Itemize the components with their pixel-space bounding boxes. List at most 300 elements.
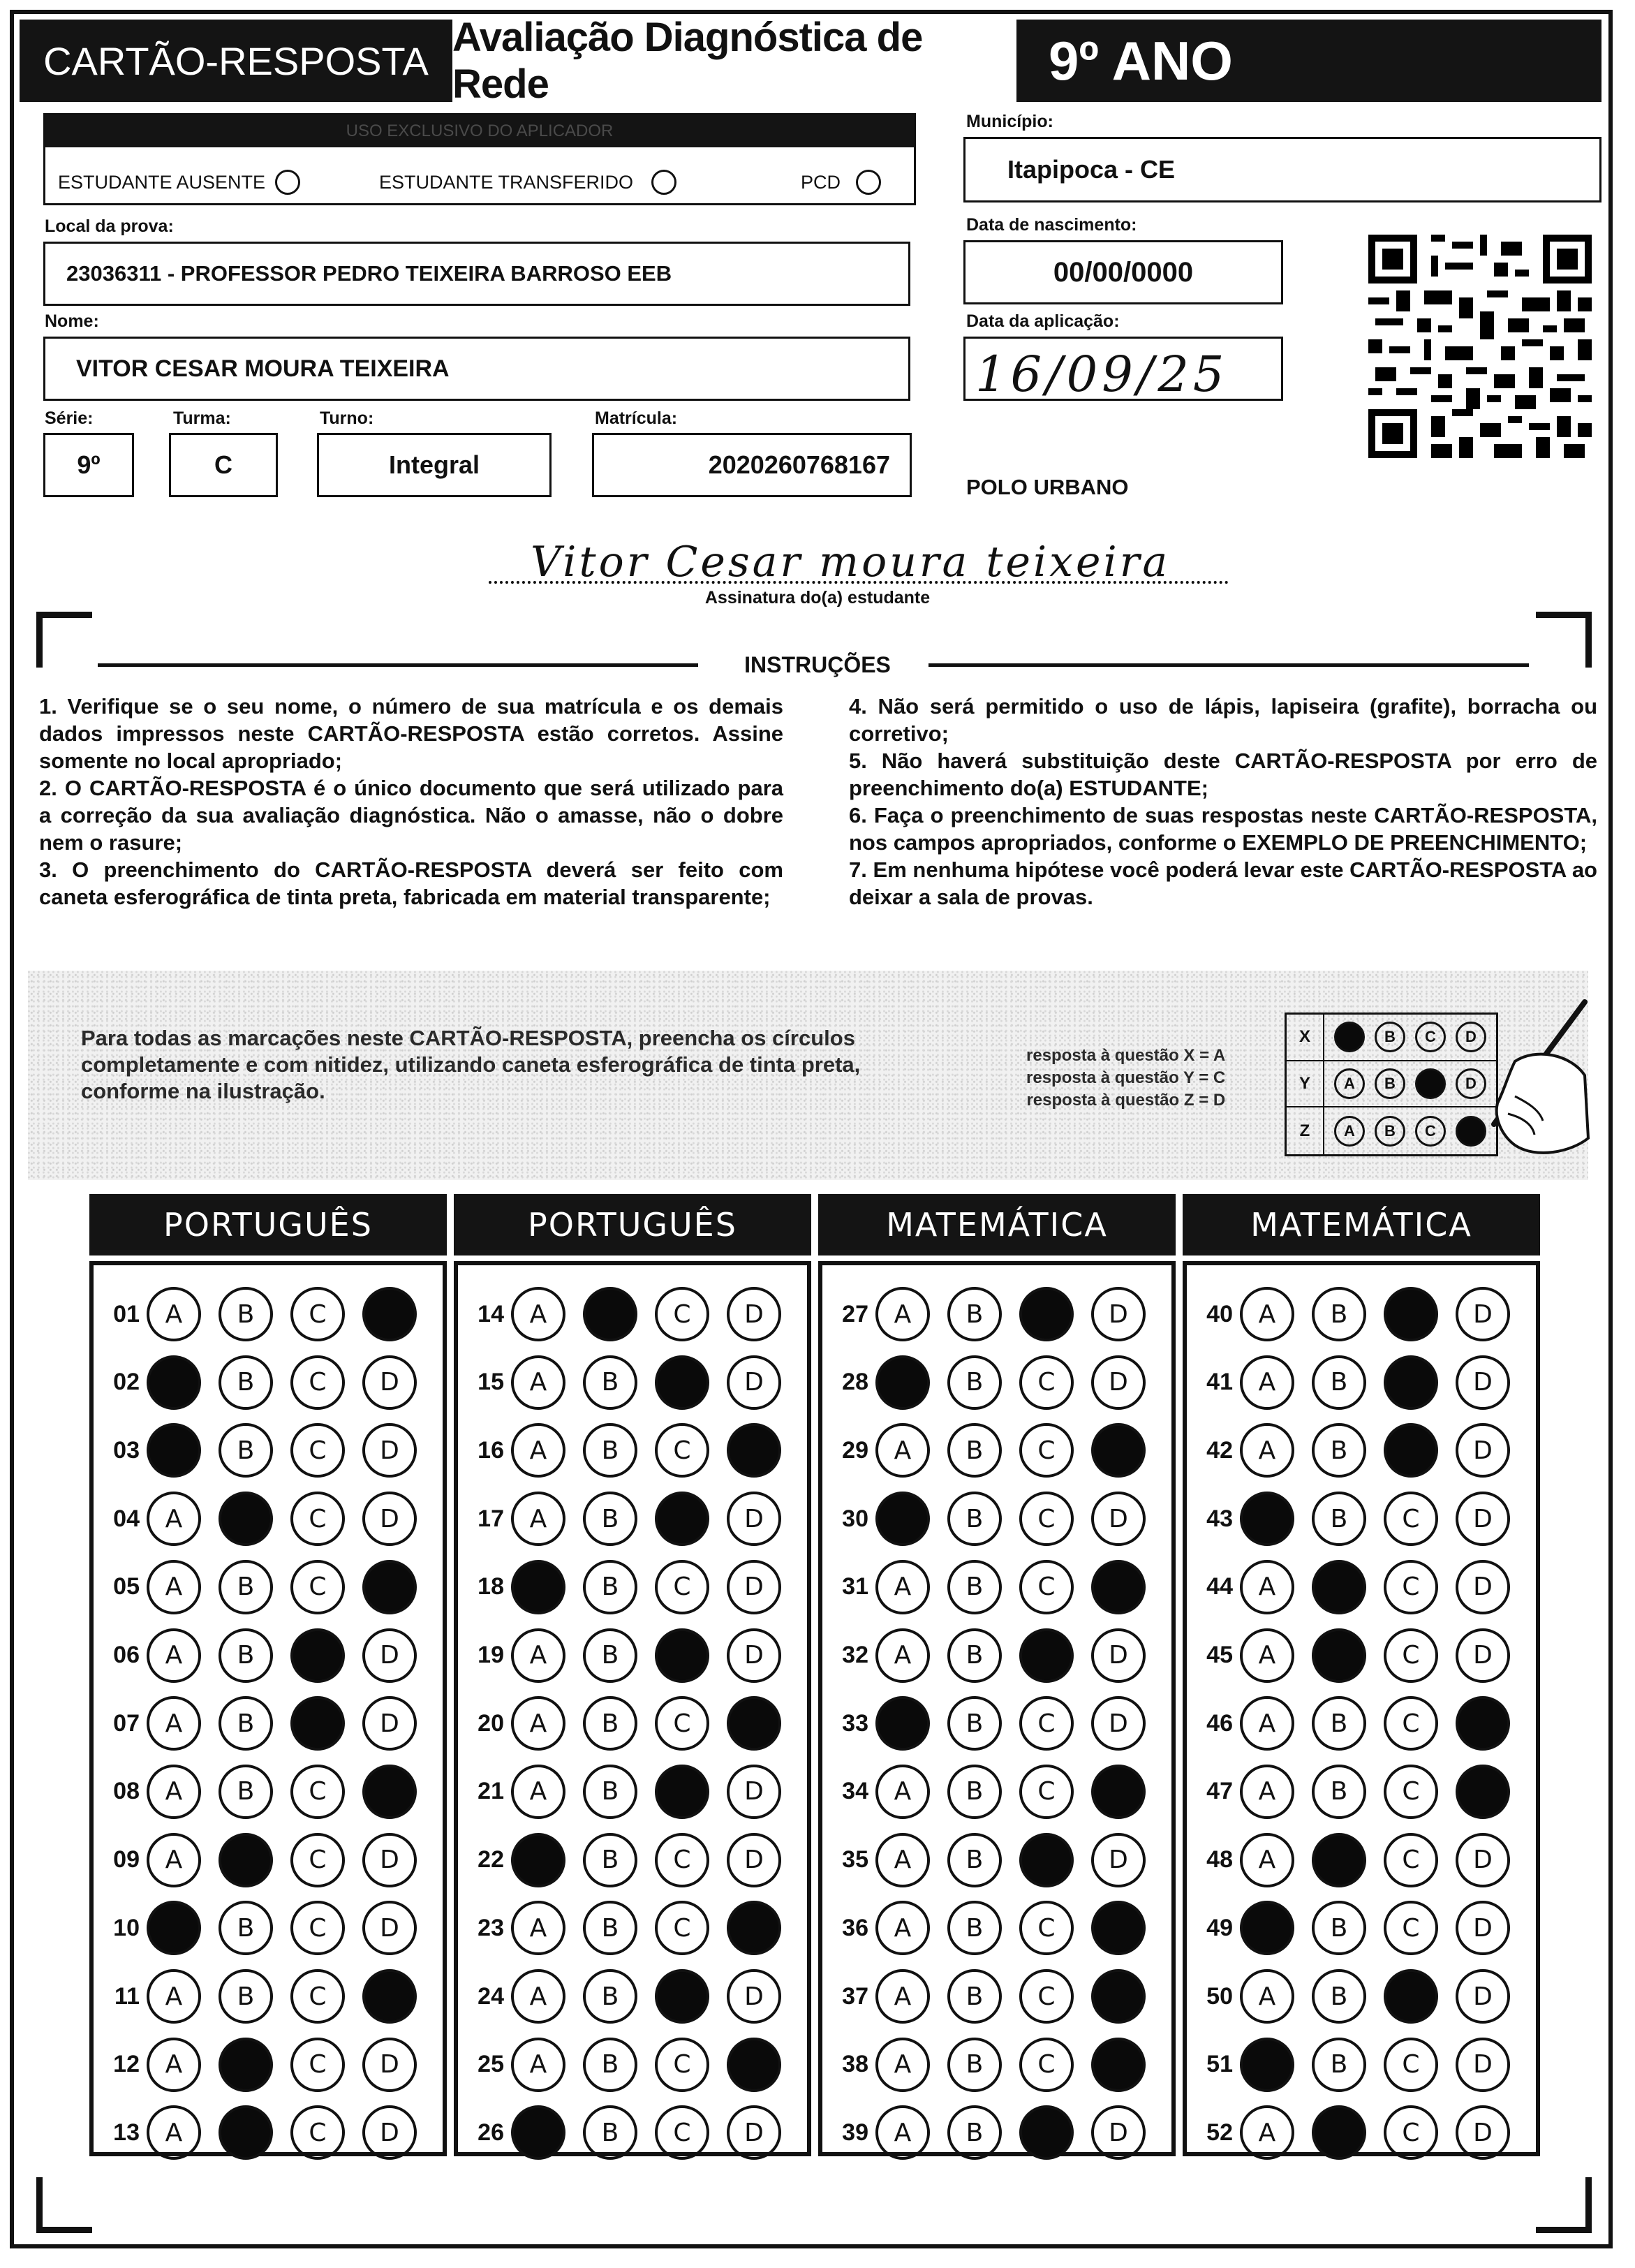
answer-column-2 — [454, 1261, 811, 2156]
answer-bubble-45-a[interactable]: A — [1240, 1628, 1294, 1683]
answer-bubble-22-a[interactable] — [511, 1833, 565, 1887]
answer-bubble-17-a[interactable]: A — [511, 1492, 565, 1546]
answer-bubble-07-d[interactable]: D — [362, 1696, 417, 1751]
nascimento-value: 00/00/0000 — [1053, 256, 1194, 288]
signature-line[interactable] — [489, 538, 1229, 587]
answer-bubble-06-c[interactable] — [290, 1628, 345, 1683]
question-row-25 — [458, 2037, 781, 2093]
answer-bubble-25-b[interactable]: B — [583, 2038, 637, 2092]
answer-bubble-29-b[interactable]: B — [947, 1423, 1002, 1478]
instruction-5: 5. Não haverá substituição deste CARTÃO-RESPOSTA por erro de preenchimento do(a) ESTUDANTE; — [849, 749, 1597, 800]
answer-bubble-12-c[interactable]: C — [290, 2038, 345, 2092]
answer-bubble-32-d[interactable]: D — [1091, 1628, 1146, 1683]
answer-bubble-49-a[interactable] — [1240, 1901, 1294, 1955]
answer-bubble-37-b[interactable]: B — [947, 1969, 1002, 2024]
answer-bubble-27-d[interactable]: D — [1091, 1287, 1146, 1341]
answer-bubble-43-d[interactable]: D — [1456, 1492, 1510, 1546]
question-row-18 — [458, 1559, 781, 1615]
answer-bubble-29-a[interactable]: A — [875, 1423, 930, 1478]
instruction-3: 3. O preenchimento do CARTÃO-RESPOSTA deverá ser feito com caneta esferográfica de tinta preta, fabricada em material transparente; — [39, 857, 783, 909]
answer-bubble-20-c[interactable]: C — [655, 1696, 709, 1751]
turma-label: Turma: — [173, 408, 231, 428]
answer-bubble-46-c[interactable]: C — [1384, 1696, 1438, 1751]
example-bubble-z-a: A — [1334, 1116, 1365, 1147]
answer-bubble-33-a[interactable] — [875, 1696, 930, 1751]
question-row-51 — [1187, 2037, 1510, 2093]
answer-bubble-47-c[interactable]: C — [1384, 1765, 1438, 1819]
answer-bubble-16-d[interactable] — [727, 1423, 781, 1478]
answer-bubble-09-c[interactable]: C — [290, 1833, 345, 1887]
question-number: 18 — [478, 1573, 504, 1600]
question-number: 08 — [113, 1778, 140, 1805]
question-row-01 — [94, 1286, 417, 1342]
example-bubble-y-c — [1415, 1068, 1446, 1099]
answer-bubble-07-a[interactable]: A — [147, 1696, 201, 1751]
answer-bubble-05-d[interactable] — [362, 1560, 417, 1614]
question-number: 13 — [113, 2119, 140, 2146]
qr-code-icon — [1368, 235, 1592, 458]
instruction-2: 2. O CARTÃO-RESPOSTA é o único documento que será utilizado para a correção da sua avaliação diagnóstica. Não o amasse, não o dobre nem o rasure; — [39, 776, 783, 855]
answer-bubble-48-a[interactable]: A — [1240, 1833, 1294, 1887]
answer-bubble-08-c[interactable]: C — [290, 1765, 345, 1819]
answer-bubble-30-b[interactable]: B — [947, 1492, 1002, 1546]
answer-bubble-40-b[interactable]: B — [1312, 1287, 1366, 1341]
answer-bubble-24-b[interactable]: B — [583, 1969, 637, 2024]
answer-bubble-43-c[interactable]: C — [1384, 1492, 1438, 1546]
instructions-right — [849, 693, 1597, 911]
answer-bubble-11-c[interactable]: C — [290, 1969, 345, 2024]
answer-bubble-17-d[interactable]: D — [727, 1492, 781, 1546]
answer-bubble-03-d[interactable]: D — [362, 1423, 417, 1478]
answer-bubble-15-a[interactable]: A — [511, 1355, 565, 1410]
question-row-29 — [822, 1422, 1146, 1478]
answer-bubble-03-c[interactable]: C — [290, 1423, 345, 1478]
answer-bubble-09-d[interactable]: D — [362, 1833, 417, 1887]
transferred-checkbox[interactable] — [651, 170, 676, 195]
answer-bubble-39-b[interactable]: B — [947, 2105, 1002, 2160]
answer-bubble-13-b[interactable] — [219, 2105, 273, 2160]
local-label: Local da prova: — [45, 216, 174, 236]
answer-bubble-27-b[interactable]: B — [947, 1287, 1002, 1341]
answer-bubble-19-c[interactable] — [655, 1628, 709, 1683]
answer-bubble-47-b[interactable]: B — [1312, 1765, 1366, 1819]
question-row-13 — [94, 2105, 417, 2160]
answer-bubble-50-d[interactable]: D — [1456, 1969, 1510, 2024]
question-number: 04 — [113, 1505, 140, 1532]
answer-bubble-51-a[interactable] — [1240, 2038, 1294, 2092]
answer-bubble-52-a[interactable]: A — [1240, 2105, 1294, 2160]
matricula-value: 2020260768167 — [708, 450, 890, 479]
answer-bubble-23-b[interactable]: B — [583, 1901, 637, 1955]
answer-bubble-29-c[interactable]: C — [1019, 1423, 1074, 1478]
answer-bubble-46-a[interactable]: A — [1240, 1696, 1294, 1751]
answer-bubble-44-d[interactable]: D — [1456, 1560, 1510, 1614]
answer-bubble-13-a[interactable]: A — [147, 2105, 201, 2160]
answer-bubble-32-a[interactable]: A — [875, 1628, 930, 1683]
answer-bubble-47-a[interactable]: A — [1240, 1765, 1294, 1819]
answer-bubble-23-d[interactable] — [727, 1901, 781, 1955]
answer-bubble-34-a[interactable]: A — [875, 1765, 930, 1819]
answer-bubble-18-d[interactable]: D — [727, 1560, 781, 1614]
answer-bubble-51-b[interactable]: B — [1312, 2038, 1366, 2092]
answer-bubble-42-d[interactable]: D — [1456, 1423, 1510, 1478]
answer-bubble-38-c[interactable]: C — [1019, 2038, 1074, 2092]
answer-bubble-10-a[interactable] — [147, 1901, 201, 1955]
answer-bubble-26-a[interactable] — [511, 2105, 565, 2160]
answer-bubble-10-c[interactable]: C — [290, 1901, 345, 1955]
answer-bubble-31-b[interactable]: B — [947, 1560, 1002, 1614]
answer-bubble-04-c[interactable]: C — [290, 1492, 345, 1546]
answer-bubble-41-b[interactable]: B — [1312, 1355, 1366, 1410]
absent-label: ESTUDANTE AUSENTE — [58, 171, 266, 193]
answer-bubble-26-c[interactable]: C — [655, 2105, 709, 2160]
question-row-39 — [822, 2105, 1146, 2160]
matricula-label: Matrícula: — [595, 408, 678, 428]
question-number: 24 — [478, 1982, 504, 2010]
question-number: 28 — [842, 1369, 868, 1396]
answer-bubble-13-c[interactable]: C — [290, 2105, 345, 2160]
answer-bubble-43-b[interactable]: B — [1312, 1492, 1366, 1546]
example-bubble-y-d: D — [1456, 1068, 1486, 1099]
answer-bubble-37-c[interactable]: C — [1019, 1969, 1074, 2024]
question-number: 44 — [1206, 1573, 1233, 1600]
question-row-12 — [94, 2037, 417, 2093]
question-row-10 — [94, 1900, 417, 1956]
answer-bubble-32-b[interactable]: B — [947, 1628, 1002, 1683]
question-number: 29 — [842, 1436, 868, 1464]
answer-bubble-33-d[interactable]: D — [1091, 1696, 1146, 1751]
answer-bubble-50-b[interactable]: B — [1312, 1969, 1366, 2024]
question-number: 19 — [478, 1642, 504, 1668]
question-number: 46 — [1206, 1709, 1233, 1737]
answer-bubble-10-b[interactable]: B — [219, 1901, 273, 1955]
answer-bubble-50-a[interactable]: A — [1240, 1969, 1294, 2024]
absent-checkbox[interactable] — [275, 170, 300, 195]
answer-bubble-30-d[interactable]: D — [1091, 1492, 1146, 1546]
question-number: 14 — [478, 1300, 504, 1327]
answer-bubble-44-a[interactable]: A — [1240, 1560, 1294, 1614]
answer-bubble-22-c[interactable]: C — [655, 1833, 709, 1887]
answer-bubble-19-b[interactable]: B — [583, 1628, 637, 1683]
answer-bubble-11-d[interactable] — [362, 1969, 417, 2024]
answer-bubble-39-c[interactable] — [1019, 2105, 1074, 2160]
example-legend-x: resposta à questão X = A — [1026, 1046, 1226, 1065]
answer-bubble-33-b[interactable]: B — [947, 1696, 1002, 1751]
answer-bubble-38-b[interactable]: B — [947, 2038, 1002, 2092]
question-number: 40 — [1206, 1300, 1233, 1327]
answer-bubble-38-a[interactable]: A — [875, 2038, 930, 2092]
answer-bubble-04-d[interactable]: D — [362, 1492, 417, 1546]
question-number: 47 — [1206, 1778, 1233, 1805]
answer-bubble-31-c[interactable]: C — [1019, 1560, 1074, 1614]
answer-bubble-14-c[interactable]: C — [655, 1287, 709, 1341]
answer-bubble-48-c[interactable]: C — [1384, 1833, 1438, 1887]
answer-bubble-15-c[interactable] — [655, 1355, 709, 1410]
question-number: 12 — [113, 2051, 140, 2078]
aplicacao-handwritten: 16/09/25 — [975, 346, 1229, 403]
section-header-1: PORTUGUÊS — [89, 1194, 447, 1256]
question-row-37 — [822, 1968, 1146, 2024]
question-number: 49 — [1206, 1914, 1233, 1941]
answer-bubble-40-c[interactable] — [1384, 1287, 1438, 1341]
example-row-x — [1287, 1015, 1496, 1061]
answer-bubble-49-b[interactable]: B — [1312, 1901, 1366, 1955]
example-bubble-x-c: C — [1415, 1022, 1446, 1052]
question-row-06 — [94, 1628, 417, 1684]
answer-bubble-05-c[interactable]: C — [290, 1560, 345, 1614]
answer-bubble-27-c[interactable] — [1019, 1287, 1074, 1341]
answer-bubble-01-b[interactable]: B — [219, 1287, 273, 1341]
answer-bubble-17-b[interactable]: B — [583, 1492, 637, 1546]
answer-bubble-19-d[interactable]: D — [727, 1628, 781, 1683]
answer-bubble-35-c[interactable] — [1019, 1833, 1074, 1887]
answer-bubble-51-d[interactable]: D — [1456, 2038, 1510, 2092]
instructions-left — [39, 693, 783, 911]
grade-title: 9º ANO — [1016, 20, 1601, 102]
answer-bubble-04-b[interactable] — [219, 1492, 273, 1546]
question-number: 06 — [113, 1642, 140, 1668]
answer-bubble-26-d[interactable]: D — [727, 2105, 781, 2160]
answer-bubble-06-d[interactable]: D — [362, 1628, 417, 1683]
answer-bubble-28-c[interactable]: C — [1019, 1355, 1074, 1410]
answer-bubble-14-b[interactable] — [583, 1287, 637, 1341]
answer-column-1 — [89, 1261, 447, 2156]
answer-bubble-38-d[interactable] — [1091, 2038, 1146, 2092]
answer-bubble-21-b[interactable]: B — [583, 1765, 637, 1819]
answer-bubble-08-d[interactable] — [362, 1765, 417, 1819]
answer-bubble-40-d[interactable]: D — [1456, 1287, 1510, 1341]
answer-bubble-43-a[interactable] — [1240, 1492, 1294, 1546]
answer-bubble-30-a[interactable] — [875, 1492, 930, 1546]
nascimento-field — [963, 240, 1283, 304]
answer-bubble-15-b[interactable]: B — [583, 1355, 637, 1410]
answer-bubble-28-d[interactable]: D — [1091, 1355, 1146, 1410]
answer-bubble-11-b[interactable]: B — [219, 1969, 273, 2024]
answer-bubble-47-d[interactable] — [1456, 1765, 1510, 1819]
answer-bubble-03-b[interactable]: B — [219, 1423, 273, 1478]
answer-bubble-10-d[interactable]: D — [362, 1901, 417, 1955]
turma-value: C — [214, 450, 232, 479]
answer-bubble-07-c[interactable] — [290, 1696, 345, 1751]
answer-bubble-50-c[interactable] — [1384, 1969, 1438, 2024]
answer-bubble-37-a[interactable]: A — [875, 1969, 930, 2024]
answer-bubble-39-a[interactable]: A — [875, 2105, 930, 2160]
serie-field — [43, 433, 134, 497]
answer-bubble-02-a[interactable] — [147, 1355, 201, 1410]
answer-bubble-35-a[interactable]: A — [875, 1833, 930, 1887]
example-bubble-y-a: A — [1334, 1068, 1365, 1099]
answer-bubble-34-c[interactable]: C — [1019, 1765, 1074, 1819]
question-row-14 — [458, 1286, 781, 1342]
answer-bubble-03-a[interactable] — [147, 1423, 201, 1478]
answer-bubble-15-d[interactable]: D — [727, 1355, 781, 1410]
answer-bubble-02-d[interactable]: D — [362, 1355, 417, 1410]
answer-bubble-09-a[interactable]: A — [147, 1833, 201, 1887]
answer-bubble-49-d[interactable]: D — [1456, 1901, 1510, 1955]
answer-bubble-20-a[interactable]: A — [511, 1696, 565, 1751]
answer-bubble-01-c[interactable]: C — [290, 1287, 345, 1341]
answer-bubble-02-c[interactable]: C — [290, 1355, 345, 1410]
answer-bubble-29-d[interactable] — [1091, 1423, 1146, 1478]
answer-bubble-36-a[interactable]: A — [875, 1901, 930, 1955]
question-number: 31 — [842, 1573, 868, 1600]
answer-bubble-46-d[interactable] — [1456, 1696, 1510, 1751]
signature-handwritten: Vitor Cesar moura teixeira — [531, 538, 1171, 587]
answer-bubble-35-d[interactable]: D — [1091, 1833, 1146, 1887]
answer-bubble-14-d[interactable]: D — [727, 1287, 781, 1341]
answer-bubble-23-a[interactable]: A — [511, 1901, 565, 1955]
answer-bubble-06-a[interactable]: A — [147, 1628, 201, 1683]
answer-bubble-42-c[interactable] — [1384, 1423, 1438, 1478]
answer-bubble-26-b[interactable]: B — [583, 2105, 637, 2160]
question-row-33 — [822, 1695, 1146, 1751]
aplicacao-label: Data da aplicação: — [966, 311, 1120, 331]
example-bubble-x-a — [1334, 1022, 1365, 1052]
question-number: 42 — [1206, 1436, 1233, 1464]
answer-bubble-23-c[interactable]: C — [655, 1901, 709, 1955]
applicator-title: USO EXCLUSIVO DO APLICADOR — [45, 115, 914, 147]
question-row-43 — [1187, 1491, 1510, 1547]
answer-bubble-19-a[interactable]: A — [511, 1628, 565, 1683]
answer-bubble-08-b[interactable]: B — [219, 1765, 273, 1819]
answer-bubble-35-b[interactable]: B — [947, 1833, 1002, 1887]
answer-bubble-46-b[interactable]: B — [1312, 1696, 1366, 1751]
answer-bubble-21-a[interactable]: A — [511, 1765, 565, 1819]
question-row-31 — [822, 1559, 1146, 1615]
question-row-08 — [94, 1764, 417, 1820]
question-row-19 — [458, 1628, 781, 1684]
answer-bubble-41-c[interactable] — [1384, 1355, 1438, 1410]
answer-bubble-17-c[interactable] — [655, 1492, 709, 1546]
answer-bubble-32-c[interactable] — [1019, 1628, 1074, 1683]
answer-bubble-24-d[interactable]: D — [727, 1969, 781, 2024]
answer-bubble-42-a[interactable]: A — [1240, 1423, 1294, 1478]
answer-bubble-18-a[interactable] — [511, 1560, 565, 1614]
question-row-30 — [822, 1491, 1146, 1547]
answer-bubble-49-c[interactable]: C — [1384, 1901, 1438, 1955]
answer-bubble-22-b[interactable]: B — [583, 1833, 637, 1887]
answer-bubble-37-d[interactable] — [1091, 1969, 1146, 2024]
answer-bubble-48-b[interactable] — [1312, 1833, 1366, 1887]
answer-bubble-36-b[interactable]: B — [947, 1901, 1002, 1955]
answer-bubble-45-b[interactable] — [1312, 1628, 1366, 1683]
pcd-label: PCD — [801, 171, 841, 193]
answer-bubble-16-c[interactable]: C — [655, 1423, 709, 1478]
municipio-field — [963, 137, 1601, 202]
answer-bubble-01-d[interactable] — [362, 1287, 417, 1341]
answer-bubble-34-d[interactable] — [1091, 1765, 1146, 1819]
answer-bubble-36-c[interactable]: C — [1019, 1901, 1074, 1955]
answer-bubble-22-d[interactable]: D — [727, 1833, 781, 1887]
answer-bubble-36-d[interactable] — [1091, 1901, 1146, 1955]
question-row-03 — [94, 1422, 417, 1478]
answer-bubble-12-a[interactable]: A — [147, 2038, 201, 2092]
answer-bubble-27-a[interactable]: A — [875, 1287, 930, 1341]
question-row-07 — [94, 1695, 417, 1751]
answer-bubble-11-a[interactable]: A — [147, 1969, 201, 2024]
answer-bubble-18-b[interactable]: B — [583, 1560, 637, 1614]
answer-bubble-13-d[interactable]: D — [362, 2105, 417, 2160]
answer-bubble-25-d[interactable] — [727, 2038, 781, 2092]
turno-value: Integral — [388, 450, 480, 479]
answer-bubble-52-d[interactable]: D — [1456, 2105, 1510, 2160]
answer-bubble-04-a[interactable]: A — [147, 1492, 201, 1546]
answer-bubble-51-c[interactable]: C — [1384, 2038, 1438, 2092]
answer-bubble-30-c[interactable]: C — [1019, 1492, 1074, 1546]
nascimento-label: Data de nascimento: — [966, 215, 1137, 235]
question-number: 48 — [1206, 1846, 1233, 1873]
answer-bubble-12-b[interactable] — [219, 2038, 273, 2092]
question-number: 26 — [478, 2119, 504, 2146]
answer-bubble-21-c[interactable] — [655, 1765, 709, 1819]
answer-bubble-25-a[interactable]: A — [511, 2038, 565, 2092]
pcd-checkbox[interactable] — [856, 170, 881, 195]
answer-bubble-14-a[interactable]: A — [511, 1287, 565, 1341]
answer-bubble-31-a[interactable]: A — [875, 1560, 930, 1614]
answer-bubble-41-d[interactable]: D — [1456, 1355, 1510, 1410]
answer-bubble-39-d[interactable]: D — [1091, 2105, 1146, 2160]
answer-bubble-45-d[interactable]: D — [1456, 1628, 1510, 1683]
question-number: 21 — [478, 1778, 504, 1805]
answer-bubble-28-a[interactable] — [875, 1355, 930, 1410]
answer-bubble-33-c[interactable]: C — [1019, 1696, 1074, 1751]
signature-caption: Assinatura do(a) estudante — [704, 588, 931, 608]
answer-bubble-09-b[interactable] — [219, 1833, 273, 1887]
answer-column-3 — [818, 1261, 1176, 2156]
exam-title: Avaliação Diagnóstica de Rede — [452, 20, 1016, 102]
question-number: 52 — [1206, 2119, 1233, 2146]
question-row-21 — [458, 1764, 781, 1820]
answer-bubble-08-a[interactable]: A — [147, 1765, 201, 1819]
question-row-35 — [822, 1832, 1146, 1888]
answer-bubble-52-c[interactable]: C — [1384, 2105, 1438, 2160]
answer-bubble-31-d[interactable] — [1091, 1560, 1146, 1614]
answer-bubble-05-a[interactable]: A — [147, 1560, 201, 1614]
answer-bubble-44-b[interactable] — [1312, 1560, 1366, 1614]
answer-bubble-25-c[interactable]: C — [655, 2038, 709, 2092]
answer-bubble-48-d[interactable]: D — [1456, 1833, 1510, 1887]
answer-bubble-52-b[interactable] — [1312, 2105, 1366, 2160]
question-number: 33 — [842, 1709, 868, 1737]
matricula-field — [592, 433, 912, 497]
transferred-label: ESTUDANTE TRANSFERIDO — [379, 171, 634, 193]
answer-bubble-20-d[interactable] — [727, 1696, 781, 1751]
answer-bubble-42-b[interactable]: B — [1312, 1423, 1366, 1478]
aplicacao-field[interactable] — [963, 337, 1283, 401]
answer-bubble-16-a[interactable]: A — [511, 1423, 565, 1478]
answer-bubble-16-b[interactable]: B — [583, 1423, 637, 1478]
answer-bubble-01-a[interactable]: A — [147, 1287, 201, 1341]
answer-bubble-45-c[interactable]: C — [1384, 1628, 1438, 1683]
question-row-02 — [94, 1355, 417, 1411]
answer-bubble-06-b[interactable]: B — [219, 1628, 273, 1683]
answer-bubble-05-b[interactable]: B — [219, 1560, 273, 1614]
answer-bubble-07-b[interactable]: B — [219, 1696, 273, 1751]
answer-bubble-41-a[interactable]: A — [1240, 1355, 1294, 1410]
answer-bubble-40-a[interactable]: A — [1240, 1287, 1294, 1341]
answer-bubble-24-c[interactable] — [655, 1969, 709, 2024]
answer-bubble-18-c[interactable]: C — [655, 1560, 709, 1614]
answer-bubble-21-d[interactable]: D — [727, 1765, 781, 1819]
answer-bubble-20-b[interactable]: B — [583, 1696, 637, 1751]
answer-bubble-34-b[interactable]: B — [947, 1765, 1002, 1819]
question-number: 01 — [113, 1300, 140, 1327]
answer-bubble-12-d[interactable]: D — [362, 2038, 417, 2092]
answer-bubble-24-a[interactable]: A — [511, 1969, 565, 2024]
answer-bubble-28-b[interactable]: B — [947, 1355, 1002, 1410]
answer-bubble-44-c[interactable]: C — [1384, 1560, 1438, 1614]
answer-bubble-02-b[interactable]: B — [219, 1355, 273, 1410]
